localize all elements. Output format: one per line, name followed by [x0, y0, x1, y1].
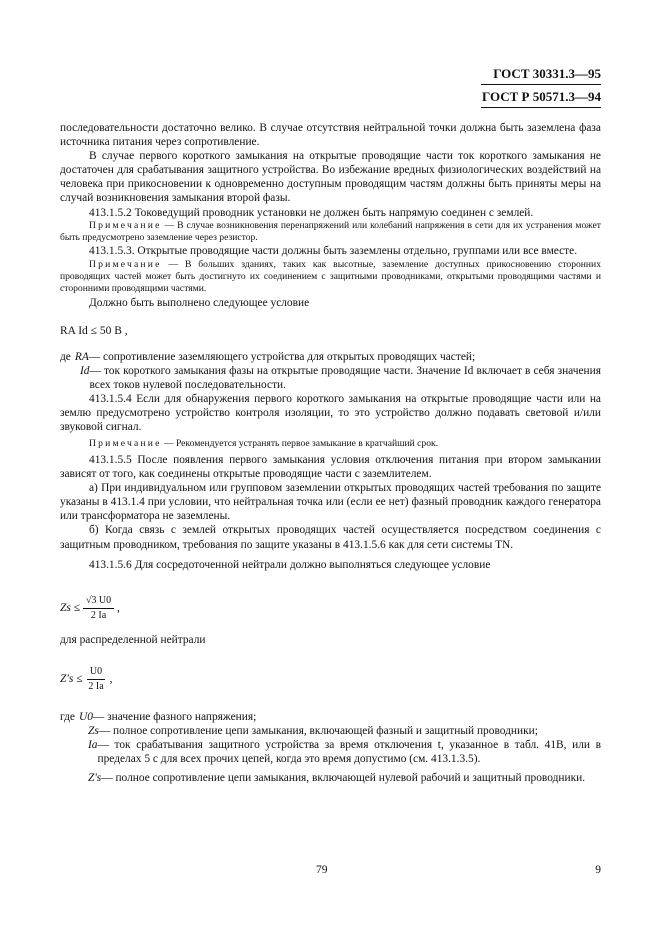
formula-tail: ,	[114, 601, 120, 614]
note	[60, 259, 601, 296]
definition-text: — ток срабатывания защитного устройства за время отключения t, указанное в табл. 41В, или в пределах 5 с для всех прочих цепей, когда это время допустимо (см. 413.1.3.5).	[97, 739, 601, 766]
header-rule-1	[481, 84, 601, 85]
formula-concentrated-neutral	[60, 594, 601, 623]
definition-zs	[60, 724, 601, 738]
fraction-denominator: 2 Ia	[88, 681, 104, 693]
note-label: Примечание	[89, 219, 162, 231]
definition-ia	[60, 738, 601, 766]
definition-ra	[60, 350, 601, 364]
symbol: RA	[74, 350, 89, 363]
symbol: Id	[80, 365, 90, 378]
symbol: Z's	[88, 771, 102, 784]
fraction-numerator: √3 U0	[83, 594, 114, 609]
definition-prefix: где	[60, 711, 75, 724]
paragraph-item-b: б) Когда связь с землей открытых проводящих частей осуществляется посредством соединения с защитным проводником, требования по защите указаны в 413.1.5.6 как для сети системы TN.	[60, 524, 601, 551]
page-number-center: 79	[316, 864, 328, 876]
definition-text: — сопротивление заземляющего устройства для открытых проводящих частей;	[88, 350, 476, 363]
definition-text: — ток короткого замыкания фазы на открытые проводящие части. Значение Id включает в себя значения всех токов нулевой последовательности.	[89, 365, 601, 392]
note-label: Примечание	[89, 437, 162, 449]
definition-text: — полное сопротивление цепи замыкания, включающей фазный и защитный проводники;	[98, 725, 538, 738]
page-body	[60, 121, 601, 785]
formula-condition: RA Id ≤ 50 В ,	[60, 324, 128, 337]
fraction-denominator: 2 Ia	[90, 609, 107, 621]
paragraph-413-1-5-6: 413.1.5.6 Для сосредоточенной нейтрали должно выполняться следующее условие	[89, 558, 491, 571]
fraction	[83, 594, 114, 623]
note	[60, 220, 601, 245]
definition-id	[60, 364, 601, 392]
standard-code-1: ГОСТ 30331.3—95	[493, 66, 601, 81]
note-label: Примечание	[89, 258, 162, 270]
note-text: — Рекомендуется устранять первое замыкание в кратчайший срок.	[161, 437, 439, 449]
formula-lhs: Z's ≤	[60, 673, 83, 686]
paragraph-413-1-5-3: 413.1.5.3. Открытые проводящие части должны быть заземлены отдельно, группами или все вместе.	[89, 245, 578, 258]
paragraph-413-1-5-2: 413.1.5.2 Токоведущий проводник установки не должен быть напрямую соединен с землей.	[89, 206, 534, 219]
note-text: — В случае возникновения перенапряжений или колебаний напряжения в сети для их устранения может быть предусмотрено заземление через резистор.	[60, 219, 601, 244]
fraction	[85, 665, 106, 694]
definition-prefix: де	[60, 350, 71, 363]
paragraph-413-1-5-5: 413.1.5.5 После появления первого замыкания условия отключения питания при втором замыкании зависят от того, как соединены открытые проводящие части с заземлителем.	[60, 453, 601, 481]
paragraph-item-a: а) При индивидуальном или групповом заземлении открытых проводящих частей требования по защите указаны в 413.1.4 при условии, что нейтральная точка или (если ее нет) фазный проводник каждого генератора или трансформатора не заземлены.	[60, 482, 601, 523]
formula-lhs: Zs ≤	[60, 601, 81, 614]
definition-text: — значение фазного напряжения;	[92, 711, 257, 724]
definition-u0	[60, 710, 601, 724]
note	[60, 438, 601, 450]
paragraph: для распределенной нейтрали	[60, 633, 206, 646]
symbol: Ia	[88, 739, 98, 752]
symbol: Zs	[88, 725, 99, 738]
paragraph: Должно быть выполнено следующее условие	[89, 296, 310, 309]
definition-text: — полное сопротивление цепи замыкания, включающей нулевой рабочий и защитный проводники.	[101, 771, 586, 784]
note-text: — В больших зданиях, таких как высотные, заземление доступных прикосновению сторонних проводящих частей может быть достигнуто их соединением с защитными проводниками, открытыми проводящими частями и сторонними проводящими частями.	[60, 258, 601, 295]
header-rule-2	[481, 107, 601, 108]
definition-zs-prime	[60, 771, 601, 785]
paragraph: последовательности достаточно велико. В случае отсутствия нейтральной точки должна быть заземлена фаза источника питания через сопротивление.	[60, 122, 601, 149]
standard-code-2: ГОСТ Р 50571.3—94	[482, 89, 601, 104]
paragraph-413-1-5-4: 413.1.5.4 Если для обнаружения первого короткого замыкания на открытые проводящие части или на землю предусмотрено устройство контроля изоляции, то это устройство должно подавать световой и/или звуковой сигнал.	[60, 393, 601, 434]
formula-distributed-neutral	[60, 665, 601, 694]
fraction-numerator: U0	[87, 665, 105, 680]
symbol: U0	[78, 711, 93, 724]
formula-tail: ,	[106, 673, 113, 686]
paragraph: В случае первого короткого замыкания на открытые проводящие части ток короткого замыкания не достаточен для срабатывания защитного устройства. Во избежание вредных физиологических воздействий на человека при прикосновении к одновременно доступным проводящим частям должны быть приняты меры на случай возникновения замыкания второй фазы.	[60, 150, 601, 205]
page-number-right: 9	[595, 864, 601, 876]
